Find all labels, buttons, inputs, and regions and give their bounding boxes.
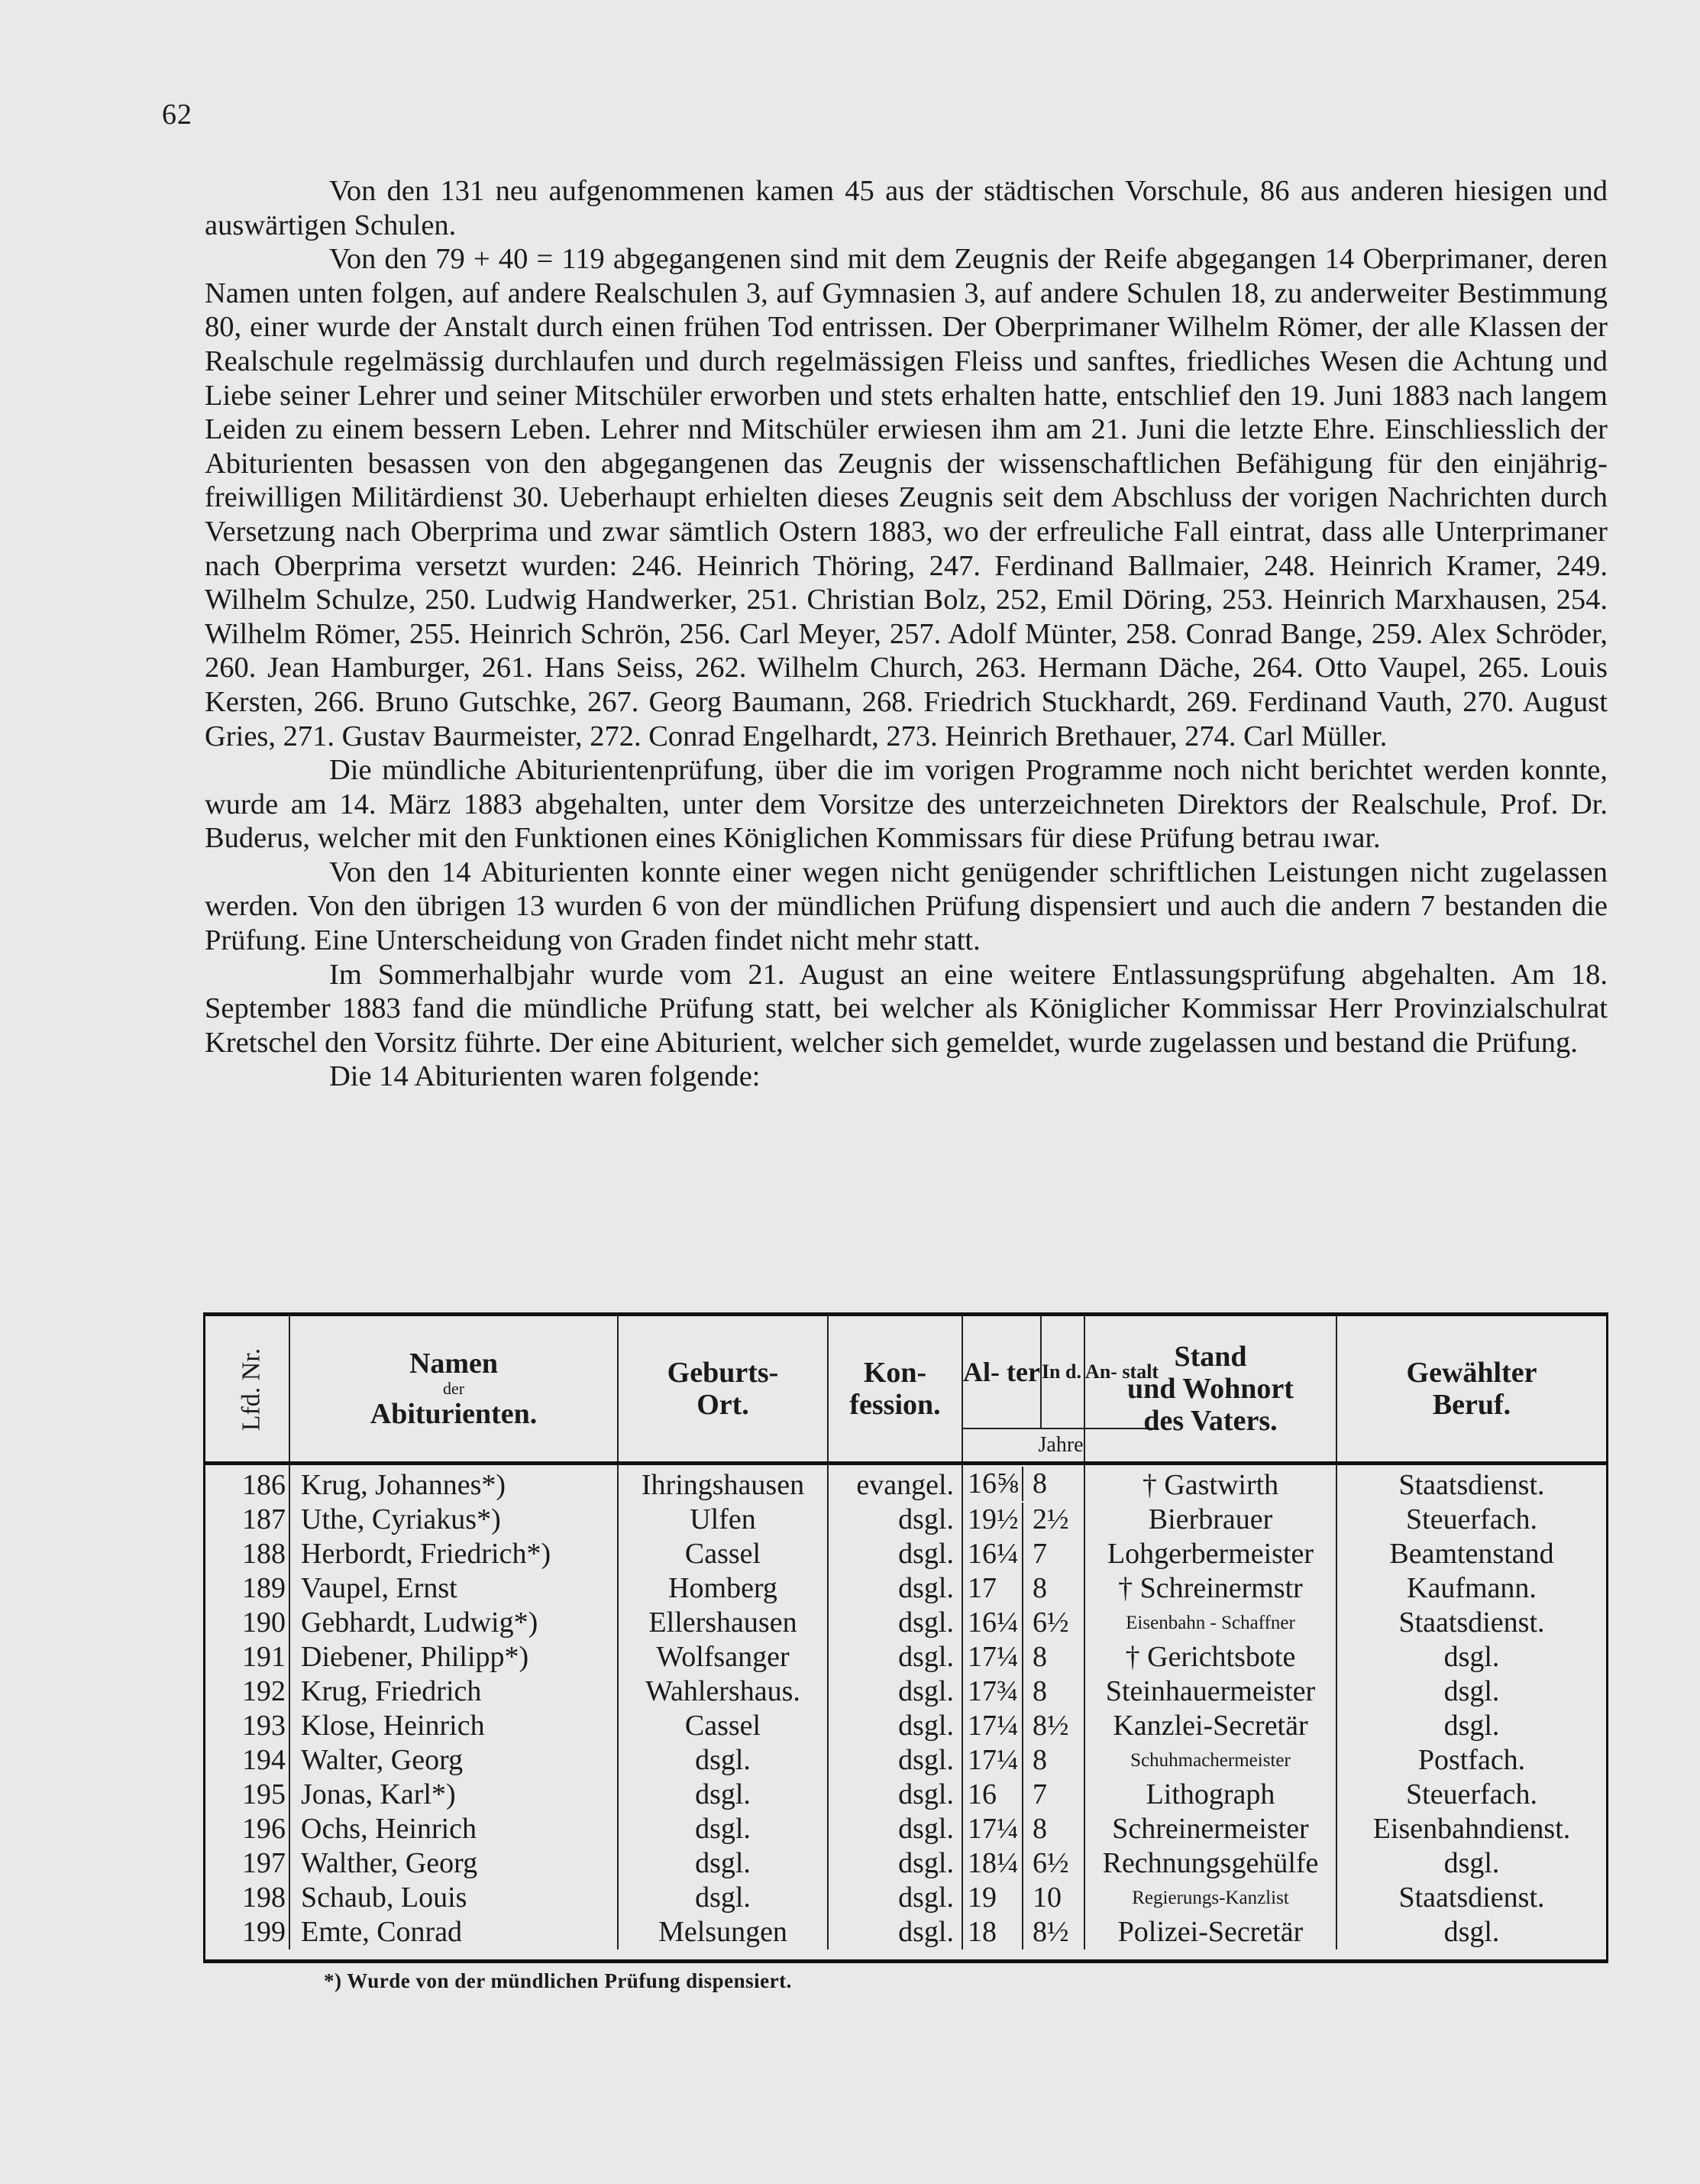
cell-alter: [962, 1812, 1084, 1846]
cell-anstalt-value: 8: [1033, 1641, 1047, 1673]
cell-alter: [962, 1640, 1084, 1674]
cell-nr: 192: [242, 1675, 286, 1707]
cell-alter-value: 19: [963, 1881, 1023, 1915]
cell-konfession: dsgl.: [828, 1606, 962, 1640]
table-row: [205, 1674, 1606, 1709]
table-row: [205, 1778, 1606, 1812]
cell-anstalt-value: 8: [1033, 1744, 1047, 1776]
cell-anstalt-value: 2½: [1033, 1503, 1069, 1535]
cell-geburtsort: dsgl.: [618, 1812, 828, 1846]
cell-anstalt-value: 6½: [1033, 1606, 1069, 1639]
table-row: [205, 1846, 1606, 1881]
cell-name: Krug, Johannes*): [289, 1464, 618, 1503]
header-lfd-nr: Lfd. Nr.: [205, 1316, 289, 1464]
cell-geburtsort: Ihringshausen: [618, 1464, 828, 1503]
cell-anstalt-value: 8: [1033, 1572, 1047, 1604]
body-text: [205, 174, 1608, 1094]
cell-anstalt-value: 6½: [1033, 1847, 1069, 1879]
cell-geburtsort: Cassel: [618, 1537, 828, 1571]
cell-nr: 198: [242, 1881, 286, 1914]
paragraph: Von den 14 Abiturienten konnte einer wegen nicht genügender schriftlichen Leistungen nicht zugelassen werden. Von den übrigen 13 wurden 6 von der mündlichen Prüfung dispensiert und auch die andern 7 bestanden die Prüfung. Eine Unterscheidung von Graden findet nicht mehr statt.: [205, 856, 1608, 957]
paragraph: Im Sommerhalbjahr wurde vom 21. August an eine weitere Entlassungsprüfung abgehalten. Am 18. September 1883 fand die mündliche Prüfung statt, bei welcher als Königlicher Kommissar Herr Provinzialschulrat Kretschel den Vorsitz führte. Der eine Abiturient, welcher sich gemeldet, wurde zugelassen und bestand die Prüfung.: [205, 958, 1608, 1059]
cell-geburtsort: Melsungen: [618, 1915, 828, 1949]
cell-nr: 196: [242, 1813, 286, 1845]
cell-anstalt-value: 8½: [1033, 1710, 1069, 1742]
cell-stand-vater: Schreinermeister: [1084, 1812, 1336, 1846]
cell-konfession: dsgl.: [828, 1881, 962, 1915]
cell-konfession: dsgl.: [828, 1743, 962, 1778]
cell-stand-vater: Rechnungsgehülfe: [1084, 1846, 1336, 1881]
header-stand: Stand und Wohnort des Vaters.: [1084, 1316, 1336, 1464]
cell-geburtsort: Ulfen: [618, 1503, 828, 1537]
header-namen: Namen der Abiturienten.: [289, 1316, 618, 1464]
table-row: [205, 1881, 1606, 1915]
cell-beruf: dsgl.: [1336, 1709, 1606, 1743]
cell-beruf: dsgl.: [1336, 1640, 1606, 1674]
cell-konfession: dsgl.: [828, 1674, 962, 1709]
cell-geburtsort: dsgl.: [618, 1881, 828, 1915]
cell-beruf: Steuerfach.: [1336, 1503, 1606, 1537]
cell-stand-vater: † Gerichtsbote: [1084, 1640, 1336, 1674]
cell-beruf: Beamtenstand: [1336, 1537, 1606, 1571]
table-row: [205, 1743, 1606, 1778]
cell-alter: [962, 1537, 1084, 1571]
cell-anstalt-value: 8: [1033, 1813, 1047, 1845]
cell-nr: 189: [242, 1572, 286, 1604]
cell-anstalt-value: 8½: [1033, 1916, 1069, 1948]
cell-geburtsort: dsgl.: [618, 1778, 828, 1812]
cell-alter: [962, 1674, 1084, 1709]
cell-konfession: dsgl.: [828, 1812, 962, 1846]
paragraph: Von den 131 neu aufgenommenen kamen 45 aus der städtischen Vorschule, 86 aus anderen hiesigen und auswärtigen Schulen.: [205, 175, 1608, 241]
cell-name: Krug, Friedrich: [289, 1674, 618, 1709]
page-number: 62: [162, 99, 192, 131]
cell-beruf: Staatsdienst.: [1336, 1464, 1606, 1503]
cell-nr: 193: [242, 1710, 286, 1742]
table-row: [205, 1640, 1606, 1674]
table-row: [205, 1915, 1606, 1949]
cell-alter-value: 17¾: [963, 1674, 1023, 1709]
cell-geburtsort: Wolfsanger: [618, 1640, 828, 1674]
cell-name: Klose, Heinrich: [289, 1709, 618, 1743]
cell-name: Ochs, Heinrich: [289, 1812, 618, 1846]
cell-nr: 195: [242, 1778, 286, 1810]
table-row: [205, 1812, 1606, 1846]
cell-stand-vater: Kanzlei-Secretär: [1084, 1709, 1336, 1743]
cell-alter: [962, 1881, 1084, 1915]
cell-alter-value: 17¼: [963, 1812, 1023, 1846]
paragraph: Die mündliche Abiturientenprüfung, über die im vorigen Programme noch nicht berichtet werden konnte, wurde am 14. März 1883 abgehalten, unter dem Vorsitze des unterzeichneten Direktors der Realschule, Prof. Dr. Buderus, welcher mit den Funktionen eines Königlichen Kommissars für diese Prüfung betrau ıwar.: [205, 754, 1608, 855]
cell-beruf: Staatsdienst.: [1336, 1606, 1606, 1640]
cell-stand-vater: Polizei-Secretär: [1084, 1915, 1336, 1949]
cell-nr: 186: [242, 1469, 286, 1501]
cell-nr: 188: [242, 1538, 286, 1570]
cell-geburtsort: dsgl.: [618, 1743, 828, 1778]
table-row: [205, 1503, 1606, 1537]
cell-nr: 190: [242, 1606, 286, 1639]
cell-name: Herbordt, Friedrich*): [289, 1537, 618, 1571]
cell-alter: [962, 1709, 1084, 1743]
cell-name: Vaupel, Ernst: [289, 1571, 618, 1606]
cell-alter: [962, 1606, 1084, 1640]
cell-stand-vater: Lohgerbermeister: [1084, 1537, 1336, 1571]
cell-alter-value: 17¼: [963, 1743, 1023, 1778]
cell-alter-value: 18: [963, 1915, 1023, 1949]
cell-nr: 194: [242, 1744, 286, 1776]
cell-alter: [962, 1503, 1084, 1537]
cell-konfession: dsgl.: [828, 1915, 962, 1949]
cell-alter-value: 16: [963, 1778, 1023, 1812]
header-konfession: Kon- fession.: [828, 1316, 962, 1464]
cell-beruf: Staatsdienst.: [1336, 1881, 1606, 1915]
cell-anstalt-value: 7: [1033, 1538, 1047, 1570]
header-geburtsort: Geburts- Ort.: [618, 1316, 828, 1464]
cell-geburtsort: Ellershausen: [618, 1606, 828, 1640]
table-row: [205, 1606, 1606, 1640]
cell-stand-vater: † Schreinermstr: [1084, 1571, 1336, 1606]
cell-alter: [962, 1778, 1084, 1812]
cell-geburtsort: Wahlershaus.: [618, 1674, 828, 1709]
cell-konfession: dsgl.: [828, 1846, 962, 1881]
cell-anstalt-value: 7: [1033, 1778, 1047, 1810]
cell-alter: [962, 1464, 1084, 1503]
cell-alter-value: 16¼: [963, 1606, 1023, 1640]
cell-name: Walter, Georg: [289, 1743, 618, 1778]
paragraph: Die 14 Abiturienten waren folgende:: [329, 1060, 761, 1093]
cell-konfession: dsgl.: [828, 1571, 962, 1606]
cell-beruf: dsgl.: [1336, 1915, 1606, 1949]
cell-alter: [962, 1915, 1084, 1949]
table-row: [205, 1464, 1606, 1503]
cell-beruf: Steuerfach.: [1336, 1778, 1606, 1812]
cell-stand-vater: Steinhauermeister: [1084, 1674, 1336, 1709]
cell-alter-value: 18¼: [963, 1846, 1023, 1881]
cell-konfession: dsgl.: [828, 1778, 962, 1812]
cell-konfession: dsgl.: [828, 1640, 962, 1674]
cell-stand-vater: Lithograph: [1084, 1778, 1336, 1812]
cell-stand-vater: Eisenbahn - Schaffner: [1084, 1606, 1336, 1640]
cell-name: Gebhardt, Ludwig*): [289, 1606, 618, 1640]
footnote: *) Wurde von der mündlichen Prüfung dispensiert.: [324, 1969, 792, 1992]
cell-nr: 187: [242, 1503, 286, 1535]
cell-name: Walther, Georg: [289, 1846, 618, 1881]
cell-anstalt-value: 10: [1033, 1881, 1062, 1914]
header-beruf: Gewählter Beruf.: [1336, 1316, 1606, 1464]
cell-beruf: dsgl.: [1336, 1674, 1606, 1709]
cell-geburtsort: dsgl.: [618, 1846, 828, 1881]
cell-alter-value: 17¼: [963, 1709, 1023, 1743]
cell-beruf: Kaufmann.: [1336, 1571, 1606, 1606]
cell-beruf: Postfach.: [1336, 1743, 1606, 1778]
cell-stand-vater: Regierungs-Kanzlist: [1084, 1881, 1336, 1915]
cell-konfession: dsgl.: [828, 1709, 962, 1743]
table-header-row: [205, 1316, 1606, 1464]
table-row: [205, 1709, 1606, 1743]
cell-alter: [962, 1571, 1084, 1606]
cell-nr: 197: [242, 1847, 286, 1879]
cell-name: Emte, Conrad: [289, 1915, 618, 1949]
abiturienten-table: [203, 1312, 1608, 1963]
cell-stand-vater: Bierbrauer: [1084, 1503, 1336, 1537]
cell-nr: 199: [242, 1916, 286, 1948]
cell-geburtsort: Cassel: [618, 1709, 828, 1743]
cell-alter-value: 19½: [963, 1503, 1023, 1537]
cell-name: Diebener, Philipp*): [289, 1640, 618, 1674]
cell-alter: [962, 1743, 1084, 1778]
cell-name: Schaub, Louis: [289, 1881, 618, 1915]
cell-name: Jonas, Karl*): [289, 1778, 618, 1812]
cell-konfession: dsgl.: [828, 1537, 962, 1571]
table-row: [205, 1571, 1606, 1606]
table-row: [205, 1537, 1606, 1571]
cell-alter-value: 16⅝: [963, 1467, 1023, 1501]
cell-beruf: dsgl.: [1336, 1846, 1606, 1881]
header-alter: Al- ter In d. An- stalt Jahre: [962, 1316, 1084, 1464]
cell-alter-value: 16¼: [963, 1537, 1023, 1571]
paragraph: Von den 79 + 40 = 119 abgegangenen sind mit dem Zeugnis der Reife abgegangen 14 Oberprimaner, deren Namen unten folgen, auf andere Realschulen 3, auf Gymnasien 3, auf andere Schulen 18, zu anderweiter Bestimmung 80, einer wurde der Anstalt durch einen frühen Tod entrissen. Der Oberprimaner Wilhelm Römer, der alle Klassen der Realschule regelmässig durchlaufen und durch regelmässigen Fleiss und sanftes, friedliches Wesen die Achtung und Liebe seiner Lehrer und seiner Mitschüler erworben und stets erhalten hatte, entschlief den 19. Juni 1883 nach langem Leiden zu einem bessern Leben. Lehrer nnd Mitschüler erwiesen ihm am 21. Juni die letzte Ehre. Einschliesslich der Abiturienten besassen von den abgegangenen das Zeugnis der wissenschaftlichen Befähigung für den einjährig-freiwilligen Militärdienst 30. Ueberhaupt erhielten dieses Zeugnis seit dem Abschluss der vorigen Nachrichten durch Versetzung nach Oberprima und zwar sämtlich Ostern 1883, wo der erfreuliche Fall eintrat, dass alle Unterprimaner nach Oberprima versetzt wurden: 246. Heinrich Thöring, 247. Ferdinand Ballmaier, 248. Heinrich Kramer, 249. Wilhelm Schulze, 250. Ludwig Handwerker, 251. Christian Bolz, 252, Emil Döring, 253. Heinrich Marxhausen, 254. Wilhelm Römer, 255. Heinrich Schrön, 256. Carl Meyer, 257. Adolf Münter, 258. Conrad Bange, 259. Alex Schröder, 260. Jean Hamburger, 261. Hans Seiss, 262. Wilhelm Church, 263. Hermann Däche, 264. Otto Vaupel, 265. Louis Kersten, 266. Bruno Gutschke, 267. Georg Baumann, 268. Friedrich Stuckhardt, 269. Ferdinand Vauth, 270. August Gries, 271. Gustav Baurmeister, 272. Conrad Engelhardt, 273. Heinrich Brethauer, 274. Carl Müller.: [205, 243, 1608, 752]
cell-geburtsort: Homberg: [618, 1571, 828, 1606]
cell-alter-value: 17¼: [963, 1640, 1023, 1674]
cell-anstalt-value: 8: [1033, 1675, 1047, 1707]
cell-alter-value: 17: [963, 1571, 1023, 1606]
cell-name: Uthe, Cyriakus*): [289, 1503, 618, 1537]
cell-konfession: dsgl.: [828, 1503, 962, 1537]
cell-nr: 191: [242, 1641, 286, 1673]
cell-alter: [962, 1846, 1084, 1881]
cell-beruf: Eisenbahndienst.: [1336, 1812, 1606, 1846]
cell-konfession: evangel.: [828, 1464, 962, 1503]
cell-stand-vater: † Gastwirth: [1084, 1464, 1336, 1503]
cell-stand-vater: Schuhmachermeister: [1084, 1743, 1336, 1778]
table-body: [205, 1464, 1606, 1950]
cell-anstalt-value: 8: [1033, 1467, 1047, 1500]
